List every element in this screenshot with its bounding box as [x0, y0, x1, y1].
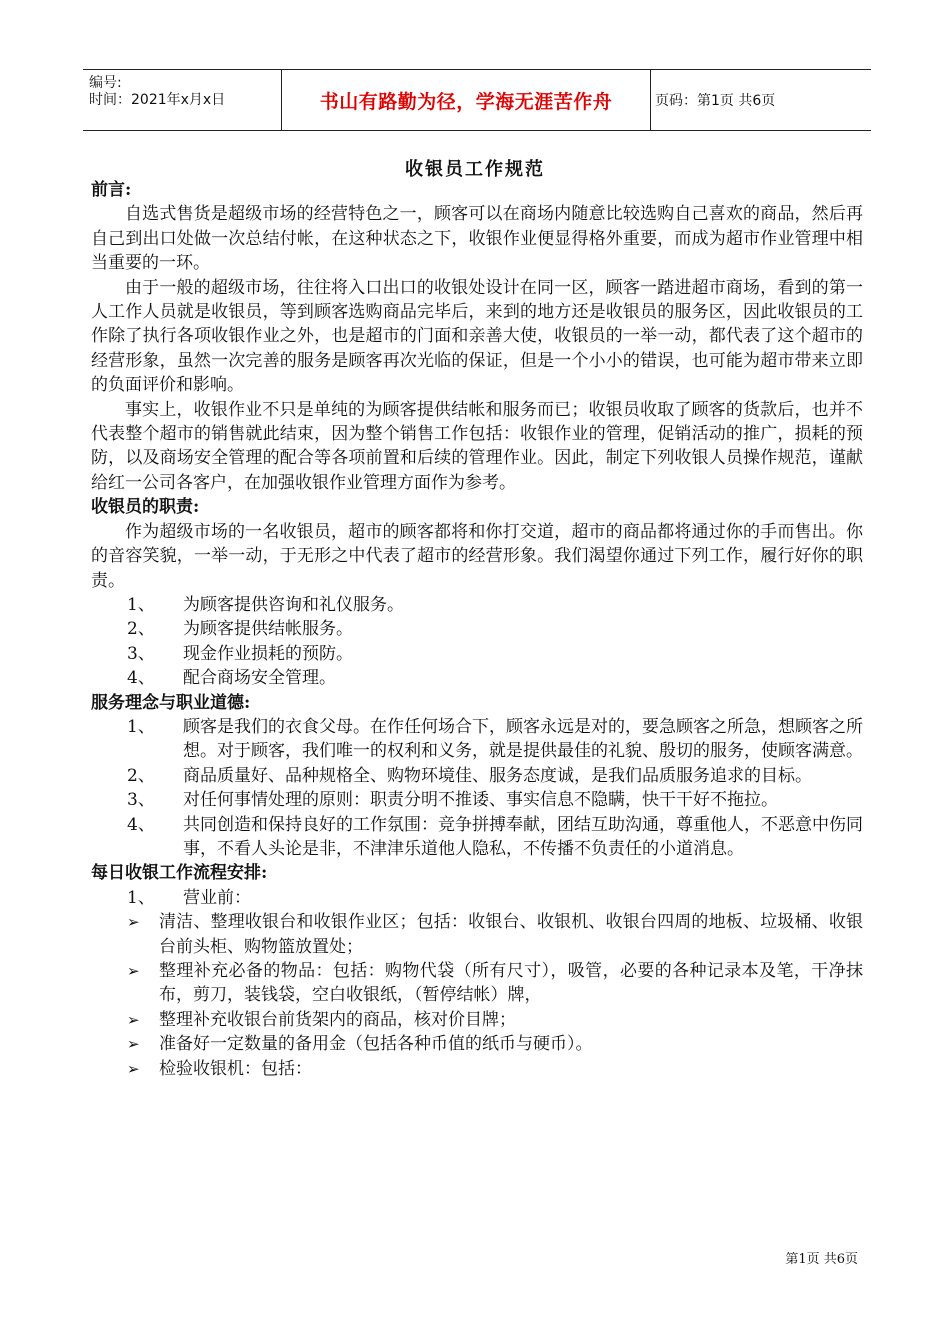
- duties-heading: 收银员的职责:: [91, 497, 200, 518]
- time-label: 时间：2021年x月x日: [89, 92, 226, 108]
- bullet-item: [91, 959, 863, 1008]
- item-text: 顾客是我们的衣食父母。在作任何场合下，顾客永远是对的，要急顾客之所急，想顾客之所想。对于顾客，我们唯一的权利和义务，就是提供最佳的礼貌、殷切的服务，使顾客满意。: [183, 716, 863, 762]
- item-text: 为顾客提供咨询和礼仪服务。: [183, 594, 404, 615]
- list-item: [91, 788, 863, 812]
- list-item: [91, 617, 863, 641]
- bullet-text: 整理补充收银台前货架内的商品，核对价目牌；: [159, 1009, 516, 1030]
- header-meta-cell: [83, 70, 281, 130]
- daily-heading: 每日收银工作流程安排:: [91, 863, 268, 884]
- item-text: 配合商场安全管理。: [183, 668, 336, 689]
- bullet-item: [91, 1057, 863, 1081]
- header-motto-cell: [281, 70, 651, 130]
- item-text: 为顾客提供结帐服务。: [183, 619, 353, 640]
- item-number: 2、: [127, 765, 155, 786]
- preface-heading: 前言:: [91, 180, 132, 200]
- item-text: 对任何事情处理的原则：职责分明不推诿、事实信息不隐瞒，快干干好不拖拉。: [183, 790, 778, 811]
- item-number: 3、: [127, 643, 155, 664]
- document-title: 收银员工作规范: [405, 159, 545, 180]
- header-table: [83, 69, 871, 131]
- arrow-bullet-icon: ➢: [127, 1059, 140, 1078]
- list-item: [91, 813, 863, 862]
- list-item: [91, 886, 863, 910]
- list-item: [91, 666, 863, 690]
- bullet-text: 清洁、整理收银台和收银作业区；包括：收银台、收银机、收银台四周的地板、垃圾桶、收银台前头柜、购物篮放置处；: [159, 912, 863, 957]
- duties-intro: 作为超级市场的一名收银员，超市的顾客都将和你打交道，超市的商品都将通过你的手而售出。你的音容笑貌，一举一动，于无形之中代表了超市的经营形象。我们渴望你通过下列工作，履行好你的职责。: [91, 521, 863, 591]
- list-item: [91, 593, 863, 617]
- item-number: 4、: [127, 668, 155, 689]
- bullet-item: [91, 1032, 863, 1056]
- bullet-text: 整理补充必备的物品：包括：购物代袋（所有尺寸），吸管，必要的各种记录本及笔，干净抹布，剪刀，装钱袋，空白收银纸，（暂停结帐）牌，: [159, 961, 863, 1006]
- ethics-heading: 服务理念与职业道德:: [91, 692, 251, 713]
- item-number: 1、: [127, 594, 155, 615]
- item-number: 4、: [127, 814, 155, 835]
- number-label: 编号:: [89, 75, 122, 91]
- bullet-item: [91, 1008, 863, 1032]
- arrow-bullet-icon: ➢: [127, 913, 140, 932]
- list-item: [91, 642, 863, 666]
- arrow-bullet-icon: ➢: [127, 1035, 140, 1054]
- item-number: 2、: [127, 619, 155, 640]
- preface-paragraph: 自选式售货是超级市场的经营特色之一，顾客可以在商场内随意比较选购自己喜欢的商品，然后再自己到出口处做一次总结付帐，在这种状态之下，收银作业便显得格外重要，而成为超市作业管理中相当重要的一环。: [91, 204, 863, 274]
- motto-text: 书山有路勤为径，学海无涯苦作舟: [319, 90, 613, 113]
- bullet-item: [91, 910, 863, 959]
- item-number: 1、: [127, 887, 155, 908]
- item-number: 3、: [127, 790, 155, 811]
- bullet-text: 准备好一定数量的备用金（包括各种币值的纸币与硬币）。: [159, 1034, 593, 1055]
- item-text: 现金作业损耗的预防。: [183, 643, 353, 664]
- page-info: 页码：第1页 共6页: [655, 93, 776, 109]
- item-text: 共同创造和保持良好的工作氛围：竞争拼搏奉献，团结互助沟通，尊重他人，不恶意中伤同事，不看人头论是非，不津津乐道他人隐私，不传播不负责任的小道消息。: [183, 814, 863, 859]
- item-number: 1、: [127, 716, 155, 737]
- arrow-bullet-icon: ➢: [127, 962, 140, 980]
- bullet-text: 检验收银机：包括：: [159, 1058, 312, 1079]
- document-body: [91, 178, 863, 1081]
- item-text: 商品质量好、品种规格全、购物环境佳、服务态度诚，是我们品质服务追求的目标。: [183, 765, 812, 786]
- list-item: [91, 715, 863, 764]
- page-footer: 第1页 共6页: [785, 1252, 858, 1267]
- arrow-bullet-icon: ➢: [127, 1010, 140, 1029]
- preface-paragraph: 事实上，收银作业不只是单纯的为顾客提供结帐和服务而已；收银员收取了顾客的货款后，也并不代表整个超市的销售就此结束，因为整个销售工作包括：收银作业的管理，促销活动的推广，损耗的预防，以及商场安全管理的配合等各项前置和后续的管理作业。因此，制定下列收银人员操作规范，谨献给红一公司各客户，在加强收银作业管理方面作为参考。: [91, 399, 863, 493]
- item-text: 营业前：: [183, 887, 251, 908]
- preface-paragraph: 由于一般的超级市场，往往将入口出口的收银处设计在同一区，顾客一踏进超市商场，看到的第一人工作人员就是收银员，等到顾客选购商品完毕后，来到的地方还是收银员的服务区，因此收银员的工作除了执行各项收银作业之外，也是超市的门面和亲善大使，收银员的一举一动，都代表了这个超市的经营形象，虽然一次完善的服务是顾客再次光临的保证，但是一个小小的错误，也可能为超市带来立即的负面评价和影响。: [91, 277, 863, 396]
- header-page-cell: [655, 70, 871, 130]
- list-item: [91, 764, 863, 788]
